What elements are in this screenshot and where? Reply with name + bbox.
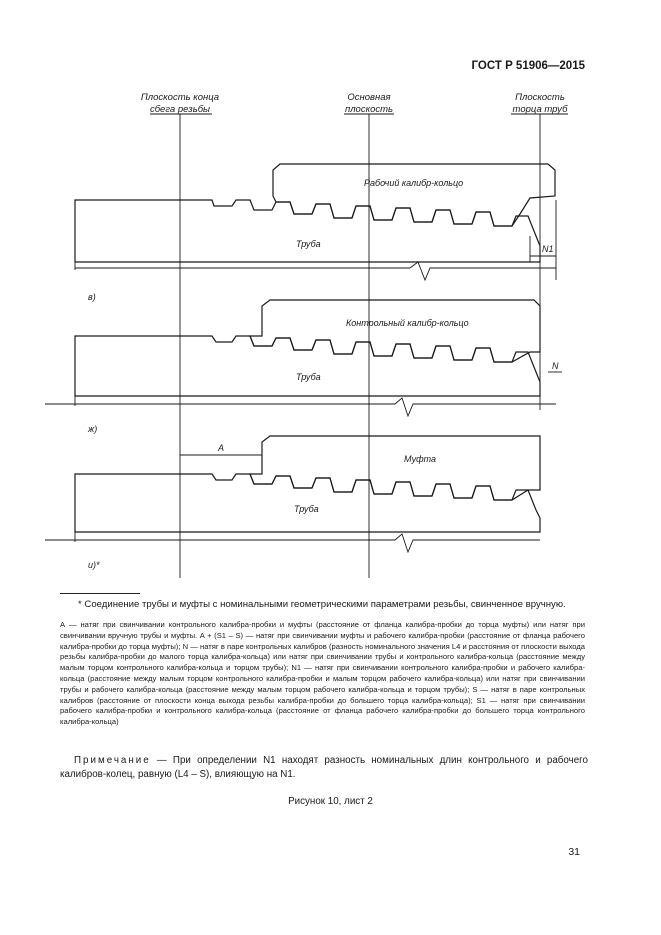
note-text: — При определении N1 находят разность номинальных длин контрольного и рабочего калибров-колец, равную (L4 – S), влияющую на N1. (60, 755, 588, 780)
panel-zh-ring-label: Контрольный калибр-кольцо (346, 318, 469, 328)
footnote: * Соединение трубы и муфты с номинальными геометрическими параметрами резьбы, свинченное вручную. (78, 599, 566, 610)
pipe-end-label-1: Плоскость (515, 92, 565, 103)
note-label: Примечание (74, 755, 151, 766)
panel-zh (45, 300, 562, 434)
panel-v-letter: в) (88, 292, 96, 302)
runout-plane-label-2: сбега резьбы (149, 104, 211, 115)
panel-i (45, 436, 540, 570)
panel-i-coupling-label: Муфта (404, 454, 437, 464)
pipe-end-label-2: торца труб (512, 104, 568, 115)
panel-v (75, 164, 556, 302)
footnote-rule (60, 593, 140, 594)
basic-plane-label-2: плоскость (344, 104, 394, 115)
page-number: 31 (568, 846, 580, 858)
panel-v-ring-label: Рабочий калибр-кольцо (364, 178, 464, 188)
standard-header: ГОСТ Р 51906—2015 (471, 60, 585, 72)
note (60, 754, 588, 781)
basic-plane-label-1: Основная (347, 92, 391, 103)
legend-text: А — натяг при свинчивании контрольного калибра-пробки и муфты (расстояние от фланца калибра-пробки до торца муфты) или натяг при свинчивании вручную трубы и муфты. A + (S1 – S) — натяг при свинчивании муфты и рабочего калибра-пробки (расстояние от фланца рабочего калибра-пробки до торца муфты); N — натяг в паре контрольных калибров (разность номинального значения L4 и расстояния от плоскости выхода резьбы калибра-пробки до малого торца калибра-кольца) или натяг при свинчивании трубы и контрольного калибра-кольца (расстояние между малым торцом контрольного калибра-кольца и торцом трубы); N1 — натяг при свинчивании контрольного калибра-пробки и рабочего калибра-кольца (расстояние между малым торцом контрольного калибра-пробки и малым торцом рабочего калибра-кольца) или натяг при свинчивании трубы и рабочего калибра-кольца (расстояние между малым торцом рабочего калибра-кольца и торцом трубы); S — натяг в паре контрольных калибров (расстояние от плоскости конца выхода резьбы калибра-пробки до большего торца калибра-кольца); S1 — натяг при свинчивании рабочего калибра-пробки и контрольного калибра-кольца (расстояние от фланца рабочего калибра-пробки до большего торца контрольного калибра-кольца) (60, 620, 585, 727)
panel-zh-tube-label: Труба (296, 372, 321, 382)
panel-i-letter: и)* (88, 560, 100, 570)
panel-i-tube-label: Труба (294, 504, 319, 514)
panel-v-n1-label: N1 (542, 244, 554, 254)
figure-caption: Рисунок 10, лист 2 (288, 796, 373, 807)
panel-v-tube-label: Труба (296, 239, 321, 249)
panel-i-a-label: A (218, 443, 225, 453)
runout-plane-label-1: Плоскость конца (140, 92, 220, 103)
panel-zh-letter: ж) (88, 424, 98, 434)
panel-zh-n-label: N (552, 361, 559, 371)
